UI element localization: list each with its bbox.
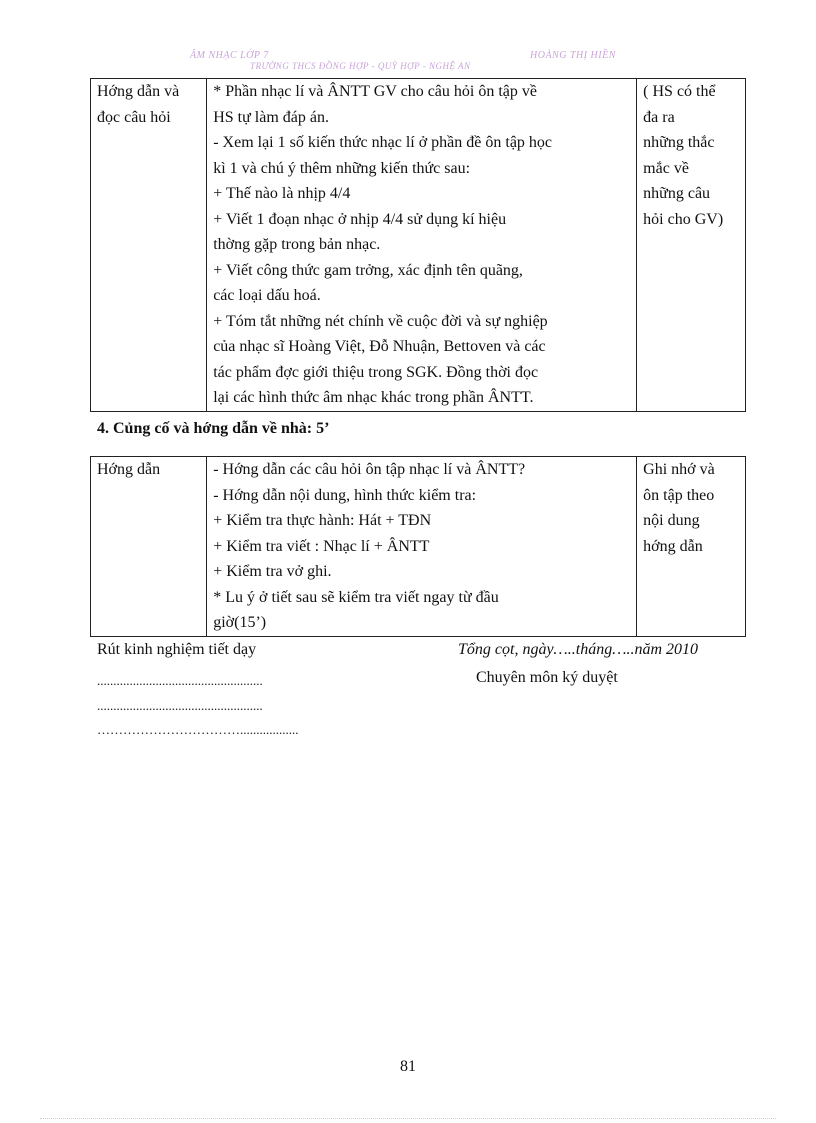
activity-line: Hớng dẫn (97, 461, 161, 478)
table-row (91, 457, 746, 637)
content-line: thờng gặp trong bản nhạc. (213, 236, 381, 253)
header-school: TRƯỜNG THCS ĐỒNG HỢP - QUỲ HỢP - NGHỆ AN (250, 61, 471, 71)
student-cell (637, 457, 746, 637)
content-line: + Tóm tắt những nét chính về cuộc đời và sự nghiệp (213, 312, 548, 330)
student-line: mắc về (643, 159, 689, 177)
page-number: 81 (400, 1058, 416, 1075)
student-line: ( HS có thể (643, 83, 716, 100)
student-line: ôn tập theo (643, 486, 715, 504)
content-line: giờ(15’) (213, 614, 267, 631)
activity-line: đọc câu hỏi (97, 108, 171, 126)
content-line: + Kiểm tra thực hành: Hát + TĐN (213, 512, 432, 529)
student-line: những câu (643, 185, 711, 202)
activity-line: Hớng dẫn và (97, 83, 180, 100)
student-line: nội dung (643, 512, 700, 529)
dotted-line: ................................................... (97, 673, 263, 688)
activity-cell (91, 457, 207, 637)
content-line: + Viết 1 đoạn nhạc ở nhịp 4/4 sử dụng kí hiệu (213, 210, 507, 228)
student-cell (637, 79, 746, 412)
content-line: - Hớng dẫn nội dung, hình thức kiểm tra: (213, 486, 477, 504)
content-cell (207, 457, 637, 637)
dotted-line: …………………………….................. (97, 722, 299, 737)
content-line: + Thế nào là nhịp 4/4 (213, 185, 351, 202)
content-line: lại các hình thức âm nhạc khác trong phần ÂNTT. (213, 389, 534, 406)
lesson-table-homework (90, 456, 746, 637)
student-line: hớng dẫn (643, 537, 703, 555)
content-line: của nhạc sĩ Hoàng Việt, Đỗ Nhuận, Bettoven và các (213, 338, 546, 355)
student-line: những thắc (643, 134, 715, 151)
page-header (190, 48, 670, 72)
student-line: Ghi nhớ và (643, 461, 715, 478)
date-line: Tổng cọt, ngày…..tháng…..năm 2010 (458, 641, 698, 658)
content-line: - Hớng dẫn các câu hỏi ôn tập nhạc lí và ÂNTT? (213, 461, 526, 478)
header-subject: ÂM NHẠC LỚP 7 (190, 50, 269, 61)
content-line: tác phẩm đợc giới thiệu trong SGK. Đồng thời đọc (213, 363, 539, 381)
lesson-table-review (90, 78, 746, 412)
content-cell (207, 79, 637, 412)
page-bottom-divider (40, 1118, 776, 1119)
content-line: kì 1 và chú ý thêm những kiến thức sau: (213, 159, 471, 177)
content-line: * Phần nhạc lí và ÂNTT GV cho câu hỏi ôn tập về (213, 83, 537, 100)
student-line: hỏi cho GV) (643, 210, 724, 228)
header-author: HOÀNG THỊ HIỀN (530, 50, 616, 61)
content-line: * Lu ý ở tiết sau sẽ kiểm tra viết ngay từ đầu (213, 588, 499, 606)
content-line: + Viết công thức gam trởng, xác định tên quãng, (213, 261, 523, 279)
content-line: + Kiểm tra vở ghi. (213, 563, 332, 580)
activity-cell (91, 79, 207, 412)
approval-label: Chuyên môn ký duyệt (476, 669, 618, 686)
student-line: đa ra (643, 108, 675, 126)
content-line: HS tự làm đáp án. (213, 108, 329, 126)
table-row (91, 79, 746, 412)
content-line: các loại dấu hoá. (213, 287, 321, 304)
content-line: + Kiểm tra viết : Nhạc lí + ÂNTT (213, 537, 430, 555)
experience-label: Rút kinh nghiệm tiết dạy (97, 641, 257, 658)
content-line: - Xem lại 1 số kiến thức nhạc lí ở phần đề ôn tập học (213, 134, 553, 151)
dotted-line: ................................................... (97, 698, 263, 713)
section-title: 4. Củng cố và hớng dẫn về nhà: 5’ (97, 420, 330, 437)
